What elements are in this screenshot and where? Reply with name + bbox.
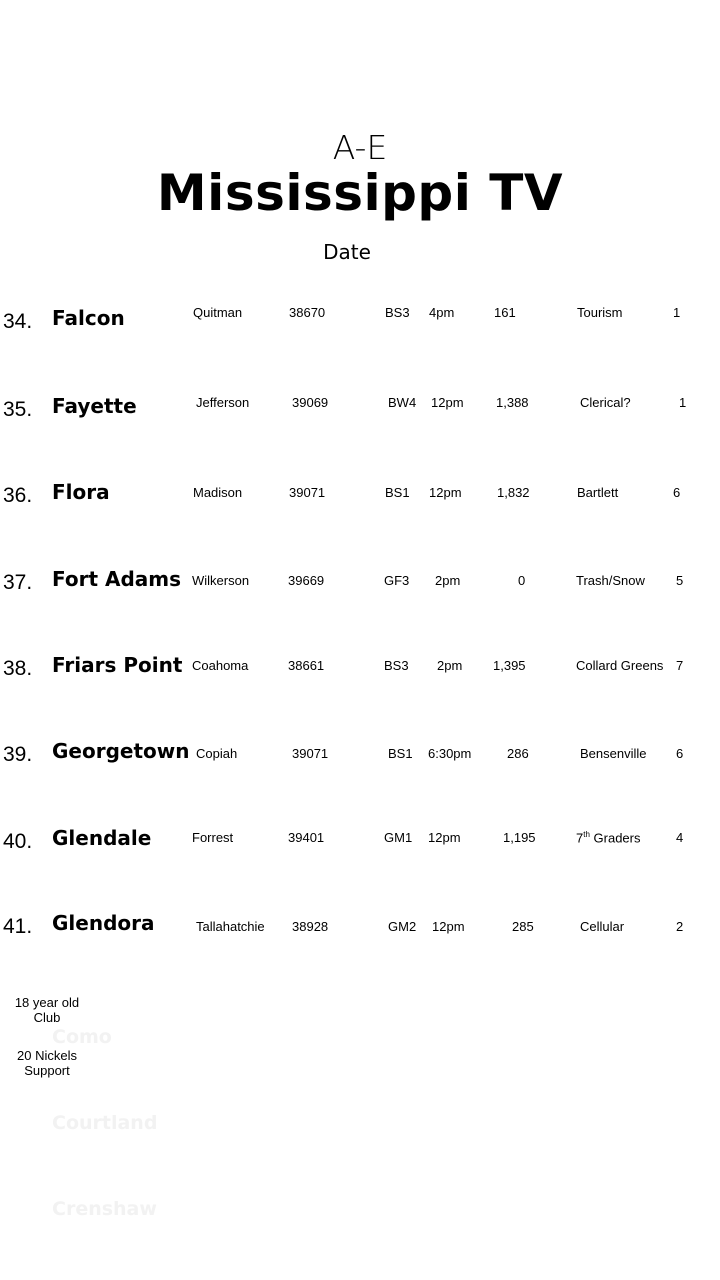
zip-code: 38670 — [289, 305, 326, 320]
count: 161 — [494, 305, 516, 320]
county: Wilkerson — [192, 573, 250, 588]
station-code: BS3 — [385, 305, 410, 320]
note-line: Club — [33, 1010, 61, 1025]
count: 1,832 — [497, 485, 530, 500]
score: 4 — [676, 830, 684, 845]
town-name: Fort Adams — [52, 567, 182, 591]
row-number: 35. — [3, 398, 33, 421]
score: 1 — [673, 305, 681, 320]
town-name: Fayette — [52, 394, 137, 418]
zip-code: 39669 — [288, 573, 325, 588]
zip-code: 39071 — [289, 485, 326, 500]
topic: Cellular — [580, 919, 625, 934]
topic: Tourism — [577, 305, 623, 320]
topic: Trash/Snow — [576, 573, 645, 588]
page-title: Mississippi TV — [156, 164, 564, 222]
table-row — [0, 563, 720, 603]
table-row — [0, 649, 720, 689]
count: 285 — [512, 919, 534, 934]
table-row — [0, 822, 720, 862]
note-support — [2, 1048, 92, 1078]
station-code: BS1 — [388, 746, 413, 761]
town-name: Georgetown — [52, 739, 190, 763]
table-row — [0, 302, 720, 342]
county: Tallahatchie — [196, 919, 265, 934]
county: Jefferson — [196, 395, 250, 410]
time: 12pm — [428, 830, 461, 845]
note-line: 18 year old — [14, 995, 80, 1010]
score: 6 — [676, 746, 684, 761]
town-name: Flora — [52, 480, 110, 504]
row-number: 37. — [3, 571, 33, 594]
zip-code: 38661 — [288, 658, 325, 673]
zip-code: 39071 — [292, 746, 329, 761]
row-number: 39. — [3, 743, 33, 766]
time: 4pm — [429, 305, 455, 320]
time: 12pm — [432, 919, 465, 934]
county: Quitman — [193, 305, 243, 320]
date-label: Date — [323, 240, 371, 264]
topic: Bensenville — [580, 746, 647, 761]
note-line: Support — [24, 1063, 70, 1078]
station-code: BS3 — [384, 658, 409, 673]
time: 12pm — [431, 395, 464, 410]
town-name: Glendora — [52, 911, 155, 935]
county: Copiah — [196, 746, 238, 761]
county: Madison — [193, 485, 243, 500]
count: 1,388 — [496, 395, 529, 410]
time: 6:30pm — [428, 746, 472, 761]
time: 2pm — [435, 573, 461, 588]
time: 12pm — [429, 485, 462, 500]
score: 1 — [679, 395, 687, 410]
time: 2pm — [437, 658, 463, 673]
row-number: 40. — [3, 830, 33, 853]
faded-town-name: Crenshaw — [52, 1198, 157, 1220]
topic: Collard Greens — [576, 658, 664, 673]
count: 1,395 — [493, 658, 526, 673]
town-name: Friars Point — [52, 653, 183, 677]
zip-code: 39069 — [292, 395, 329, 410]
score: 7 — [676, 658, 684, 673]
score: 2 — [676, 919, 684, 934]
score: 5 — [676, 573, 684, 588]
topic: Bartlett — [577, 485, 619, 500]
row-number: 34. — [3, 310, 33, 333]
count: 286 — [507, 746, 529, 761]
row-number: 41. — [3, 915, 33, 938]
page-subtitle: A-E — [332, 128, 388, 167]
table-row — [0, 735, 720, 775]
table-row — [0, 390, 720, 430]
topic: 7th Graders — [576, 830, 641, 846]
topic: Clerical? — [580, 395, 631, 410]
station-code: GM2 — [388, 919, 417, 934]
table-row — [0, 907, 720, 947]
station-code: GF3 — [384, 573, 410, 588]
note-club — [2, 995, 92, 1025]
town-name: Glendale — [52, 826, 152, 850]
count: 0 — [518, 573, 526, 588]
score: 6 — [673, 485, 681, 500]
town-name: Falcon — [52, 306, 125, 330]
note-line: 20 Nickels — [17, 1048, 77, 1063]
county: Coahoma — [192, 658, 249, 673]
station-code: GM1 — [384, 830, 413, 845]
table-row — [0, 476, 720, 516]
count: 1,195 — [503, 830, 536, 845]
zip-code: 39401 — [288, 830, 325, 845]
station-code: BS1 — [385, 485, 410, 500]
row-number: 36. — [3, 484, 33, 507]
faded-town-name: Como — [52, 1026, 112, 1048]
station-code: BW4 — [388, 395, 417, 410]
row-number: 38. — [3, 657, 33, 680]
county: Forrest — [192, 830, 234, 845]
faded-town-name: Courtland — [52, 1112, 158, 1134]
zip-code: 38928 — [292, 919, 329, 934]
